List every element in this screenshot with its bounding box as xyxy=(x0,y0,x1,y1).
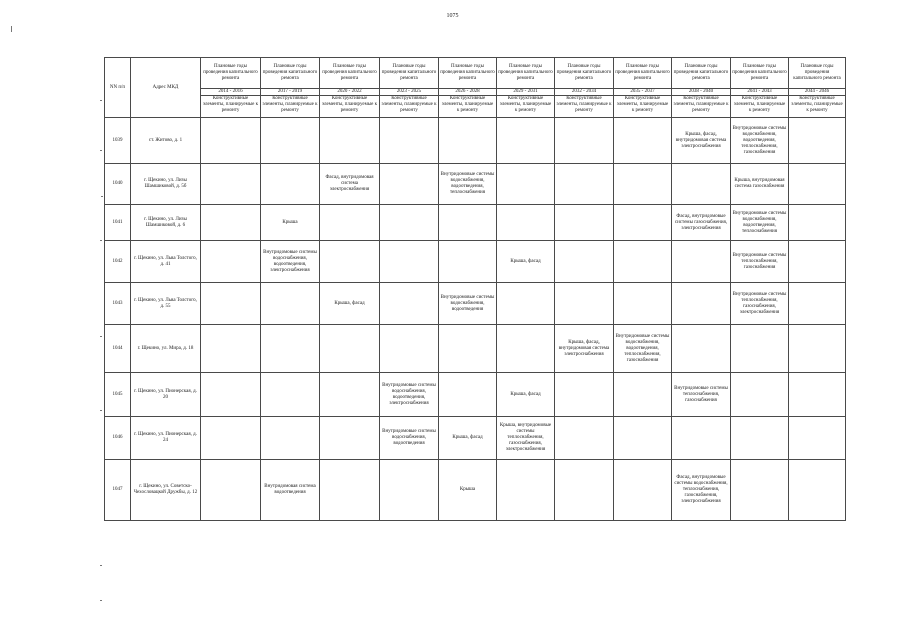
margin-mark xyxy=(100,100,102,101)
table-row xyxy=(105,241,846,283)
margin-mark xyxy=(100,150,102,151)
repair-cell: Внутридомовые системы водоснабжения, водоотведения, теплоснабжения, газоснабжения xyxy=(731,118,789,164)
row-number: 1044 xyxy=(105,325,131,373)
repair-cell xyxy=(789,417,846,460)
repair-cell: Внутридомовые системы теплоснабжения, газоснабжения xyxy=(731,241,789,283)
repair-cell xyxy=(497,283,555,325)
address-column-header: Адрес МКД xyxy=(131,58,201,118)
table-row xyxy=(105,373,846,417)
repair-cell xyxy=(320,205,380,241)
repair-cell xyxy=(201,283,261,325)
row-address: г. Щекино, ул. Льва Толстого, д. 41 xyxy=(131,241,201,283)
margin-mark xyxy=(100,565,102,566)
period-years: 2026 - 2028 xyxy=(439,89,497,96)
repair-cell xyxy=(614,118,672,164)
number-column-header: NN п/п xyxy=(105,58,131,118)
repair-cell xyxy=(789,283,846,325)
period-years: 2044 - 2046 xyxy=(789,89,846,96)
row-number: 1046 xyxy=(105,417,131,460)
repair-cell xyxy=(201,118,261,164)
repair-cell xyxy=(614,241,672,283)
repair-cell xyxy=(789,460,846,521)
repair-cell: Фасад, внутридомовая система электроснабжения xyxy=(320,164,380,205)
repair-cell xyxy=(380,241,439,283)
repair-cell xyxy=(497,118,555,164)
repair-cell xyxy=(555,118,614,164)
period-header-title: Плановые годы проведения капитального ремонта xyxy=(731,58,789,89)
period-years: 2041 - 2043 xyxy=(731,89,789,96)
repair-cell xyxy=(555,373,614,417)
repair-cell xyxy=(201,460,261,521)
elements-header: Конструктивные элементы, планируемые к ремонту xyxy=(497,96,555,118)
repair-cell xyxy=(439,373,497,417)
row-address: г. Щекино, ул. Пионерская, д. 24 xyxy=(131,417,201,460)
period-header-title: Плановые годы проведения капитального ремонта xyxy=(320,58,380,89)
repair-cell xyxy=(555,205,614,241)
repair-cell xyxy=(380,118,439,164)
repair-cell xyxy=(789,164,846,205)
repair-cell: Внутридомовые системы теплоснабжения, газоснабжения xyxy=(672,373,731,417)
period-header-title: Плановые годы проведения капитального ремонта xyxy=(614,58,672,89)
repair-cell: Внутридомовые системы водоснабжения, водоотведения, электроснабжения xyxy=(261,241,320,283)
repair-cell: Крыша, фасад, внутридомовая система электроснабжения xyxy=(555,325,614,373)
repair-cell xyxy=(555,241,614,283)
period-years: 2017 - 2019 xyxy=(261,89,320,96)
repair-cell xyxy=(261,417,320,460)
repair-cell xyxy=(201,325,261,373)
elements-header: Конструктивные элементы, планируемые к ремонту xyxy=(789,96,846,118)
period-header-title: Плановые годы проведения капитального ремонта xyxy=(789,58,846,89)
repair-cell: Крыша, фасад xyxy=(439,417,497,460)
repair-cell xyxy=(320,417,380,460)
page-number: 1075 xyxy=(446,13,459,19)
repair-cell xyxy=(201,417,261,460)
repair-cell xyxy=(614,417,672,460)
row-address: ст. Житово, д. 1 xyxy=(131,118,201,164)
header-row-elements xyxy=(105,96,846,118)
period-header-title: Плановые годы проведения капитального ремонта xyxy=(439,58,497,89)
repair-cell xyxy=(731,373,789,417)
period-years: 2035 - 2037 xyxy=(614,89,672,96)
repair-cell: Внутридомовая система водоотведения xyxy=(261,460,320,521)
repair-cell xyxy=(439,118,497,164)
repair-cell xyxy=(201,205,261,241)
repair-cell xyxy=(380,164,439,205)
margin-mark xyxy=(100,336,102,337)
repair-cell xyxy=(320,241,380,283)
repair-cell: Внутридомовые системы водоснабжения, водоотведения xyxy=(380,417,439,460)
repair-cell xyxy=(789,205,846,241)
period-years: 2032 - 2034 xyxy=(555,89,614,96)
header-row-periods xyxy=(105,58,846,89)
repair-cell xyxy=(320,373,380,417)
repair-cell: Внутридомовые системы водоснабжения, водоотведения, теплоснабжения xyxy=(731,205,789,241)
repair-cell: Крыша, фасад, внутридомовая система электроснабжения xyxy=(672,118,731,164)
repair-cell xyxy=(614,283,672,325)
repair-cell xyxy=(261,283,320,325)
repair-cell xyxy=(555,164,614,205)
period-header-title: Плановые годы проведения капитального ремонта xyxy=(380,58,439,89)
repair-cell xyxy=(380,460,439,521)
repair-cell: Крыша, фасад xyxy=(497,241,555,283)
period-years: 2023 - 2025 xyxy=(380,89,439,96)
row-number: 1047 xyxy=(105,460,131,521)
margin-mark xyxy=(101,196,103,197)
elements-header: Конструктивные элементы, планируемые к ремонту xyxy=(731,96,789,118)
repair-cell: Внутридомовые системы водоснабжения, водоотведения, теплоснабжения, газоснабжения xyxy=(614,325,672,373)
table-row xyxy=(105,325,846,373)
margin-mark xyxy=(100,600,102,601)
elements-header: Конструктивные элементы, планируемые к ремонту xyxy=(320,96,380,118)
repair-cell xyxy=(614,373,672,417)
margin-mark xyxy=(11,26,12,32)
elements-header: Конструктивные элементы, планируемые к ремонту xyxy=(380,96,439,118)
repair-cell xyxy=(201,164,261,205)
table-row xyxy=(105,460,846,521)
margin-mark xyxy=(100,240,102,241)
margin-mark xyxy=(100,410,102,411)
repair-cell xyxy=(497,460,555,521)
period-years: 2020 - 2022 xyxy=(320,89,380,96)
repair-cell: Крыша xyxy=(439,460,497,521)
repair-cell xyxy=(672,283,731,325)
repair-cell xyxy=(672,164,731,205)
repair-cell: Внутридомовые системы водоснабжения, водоотведения xyxy=(439,283,497,325)
period-years: 2014 - 2016 xyxy=(201,89,261,96)
elements-header: Конструктивные элементы, планируемые к ремонту xyxy=(672,96,731,118)
repair-cell xyxy=(261,325,320,373)
repair-cell: Внутридомовые системы теплоснабжения, газоснабжения, электроснабжения xyxy=(731,283,789,325)
repair-cell xyxy=(497,205,555,241)
repair-cell xyxy=(672,325,731,373)
repair-cell xyxy=(497,325,555,373)
repair-cell: Фасад, внутридомовые системы газоснабжения, электроснабжения xyxy=(672,205,731,241)
repair-cell: Крыша, внутридомовые системы теплоснабжения, газоснабжения, электроснабжения xyxy=(497,417,555,460)
header-row-years xyxy=(105,89,846,96)
repair-cell xyxy=(320,460,380,521)
repair-cell xyxy=(320,325,380,373)
repair-cell xyxy=(261,118,320,164)
period-header-title: Плановые годы проведения капитального ремонта xyxy=(497,58,555,89)
elements-header: Конструктивные элементы, планируемые к ремонту xyxy=(439,96,497,118)
row-number: 1042 xyxy=(105,241,131,283)
repair-cell xyxy=(201,241,261,283)
repair-cell xyxy=(439,325,497,373)
row-number: 1039 xyxy=(105,118,131,164)
period-years: 2029 - 2031 xyxy=(497,89,555,96)
repair-cell xyxy=(731,417,789,460)
table-row xyxy=(105,164,846,205)
table-row xyxy=(105,118,846,164)
repair-cell: Крыша, фасад xyxy=(497,373,555,417)
table-row xyxy=(105,417,846,460)
repair-cell xyxy=(439,205,497,241)
repair-cell xyxy=(201,373,261,417)
repair-cell xyxy=(261,164,320,205)
repair-cell xyxy=(789,325,846,373)
repair-cell xyxy=(614,460,672,521)
repair-cell: Внутридомовые системы водоснабжения, водоотведения, теплоснабжения xyxy=(439,164,497,205)
repair-cell xyxy=(555,417,614,460)
repair-cell xyxy=(497,164,555,205)
repair-cell xyxy=(672,417,731,460)
repair-cell xyxy=(380,325,439,373)
repair-cell xyxy=(731,460,789,521)
row-address: г. Щекино, ул. Лизы Шамшиковой, д. 6 xyxy=(131,205,201,241)
period-header-title: Плановые годы проведения капитального ремонта xyxy=(672,58,731,89)
row-address: г. Щекино, ул. Лизы Шамшиковой, д. 5б xyxy=(131,164,201,205)
row-address: г. Щекино, ул. Мира, д. 18 xyxy=(131,325,201,373)
repair-cell xyxy=(380,283,439,325)
repair-cell xyxy=(320,118,380,164)
row-number: 1045 xyxy=(105,373,131,417)
row-address: г. Щекино, ул. Льва Толстого, д. 55 xyxy=(131,283,201,325)
repair-cell xyxy=(261,373,320,417)
repair-cell xyxy=(789,373,846,417)
row-number: 1040 xyxy=(105,164,131,205)
repair-cell xyxy=(789,241,846,283)
repair-cell xyxy=(614,164,672,205)
elements-header: Конструктивные элементы, планируемые к ремонту xyxy=(614,96,672,118)
row-number: 1043 xyxy=(105,283,131,325)
period-header-title: Плановые годы проведения капитального ремонта xyxy=(201,58,261,89)
period-header-title: Плановые годы проведения капитального ремонта xyxy=(555,58,614,89)
row-address: г. Щекино, ул. Пионерская, д. 20 xyxy=(131,373,201,417)
repair-cell: Крыша, внутридомовая система газоснабжения xyxy=(731,164,789,205)
repair-cell xyxy=(555,460,614,521)
capital-repair-schedule-table xyxy=(104,57,846,521)
table-row xyxy=(105,205,846,241)
period-header-title: Плановые годы проведения капитального ремонта xyxy=(261,58,320,89)
elements-header: Конструктивные элементы, планируемые к ремонту xyxy=(555,96,614,118)
repair-cell: Крыша, фасад xyxy=(320,283,380,325)
repair-cell: Внутридомовые системы водоснабжения, водоотведения, электроснабжения xyxy=(380,373,439,417)
repair-cell xyxy=(614,205,672,241)
repair-cell xyxy=(672,241,731,283)
elements-header: Конструктивные элементы, планируемые к ремонту xyxy=(261,96,320,118)
row-address: г. Щекино, ул. Советско-Чехословацкой Дружбы, д. 12 xyxy=(131,460,201,521)
repair-cell xyxy=(439,241,497,283)
repair-cell xyxy=(555,283,614,325)
repair-cell xyxy=(731,325,789,373)
repair-cell xyxy=(789,118,846,164)
repair-cell: Фасад, внутридомовые системы водоснабжения, теплоснабжения, газоснабжения, электроснабжения xyxy=(672,460,731,521)
repair-cell: Крыша xyxy=(261,205,320,241)
row-number: 1041 xyxy=(105,205,131,241)
table-row xyxy=(105,283,846,325)
schedule-body xyxy=(105,118,846,521)
period-years: 2038 - 2040 xyxy=(672,89,731,96)
elements-header: Конструктивные элементы, планируемые к ремонту xyxy=(201,96,261,118)
repair-cell xyxy=(380,205,439,241)
